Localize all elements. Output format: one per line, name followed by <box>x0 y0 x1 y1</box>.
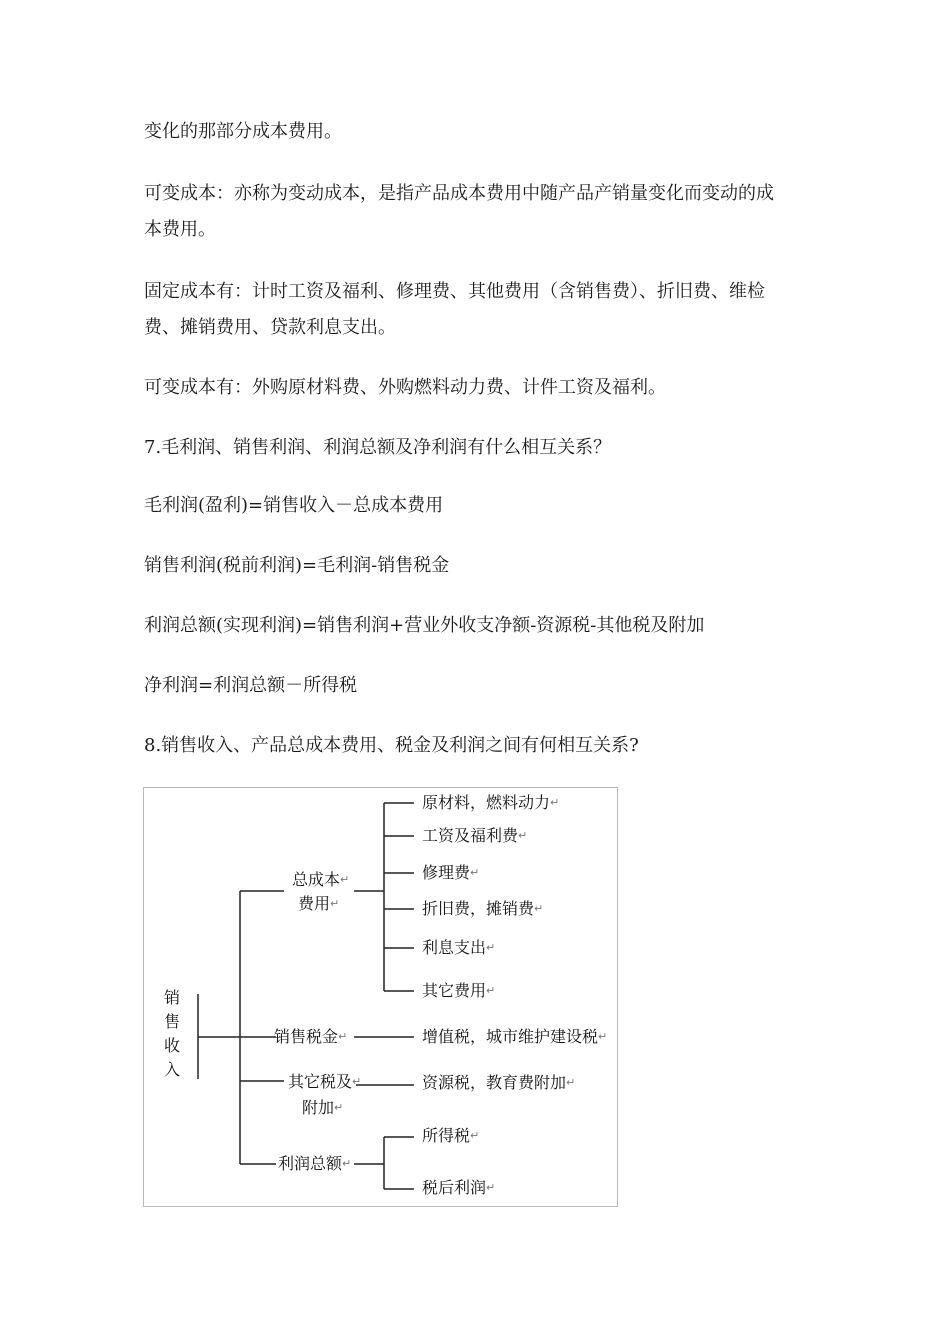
branch-label-total-profit: 利润总额 ↵ <box>278 1154 352 1173</box>
revenue-breakdown-diagram <box>143 787 618 1207</box>
paragraph-mark-icon: ↵ <box>334 1101 344 1114</box>
formula-gross-profit: 毛利润(盈利)=销售收入－总成本费用 <box>144 495 444 516</box>
branch-label-other-tax-line2: 附加 ↵ <box>302 1098 344 1117</box>
leaf-interest-expense: 利息支出 ↵ <box>422 938 496 957</box>
paragraph-variable-cost-def-line1: 可变成本：亦称为变动成本，是指产品成本费用中随产品产销量变化而变动的成 <box>144 183 774 204</box>
paragraph-mark-icon: ↵ <box>598 1030 608 1043</box>
question-7-heading: 7.毛利润、销售利润、利润总额及净利润有什么相互关系？ <box>144 437 612 458</box>
paragraph-mark-icon: ↵ <box>352 1075 362 1088</box>
question-8-heading: 8.销售收入、产品总成本费用、税金及利润之间有何相互关系? <box>144 735 639 756</box>
paragraph-variable-cost-def-line2: 本费用。 <box>144 219 216 240</box>
paragraph-variable-cost-items: 可变成本有：外购原材料费、外购燃料动力费、计件工资及福利。 <box>144 377 666 398</box>
paragraph-mark-icon: ↵ <box>330 897 340 910</box>
paragraph-mark-icon: ↵ <box>566 1076 576 1089</box>
paragraph-mark-icon: ↵ <box>340 873 350 886</box>
diagram-connector-lines <box>144 788 619 1208</box>
root-label-sales-revenue: 销售收入 <box>164 988 181 1079</box>
leaf-repair-cost: 修理费 ↵ <box>422 863 480 882</box>
paragraph-mark-icon: ↵ <box>486 1181 496 1194</box>
paragraph-mark-icon: ↵ <box>338 1030 348 1043</box>
paragraph-mark-icon: ↵ <box>550 796 560 809</box>
paragraph-fixed-cost-items-line2: 费、摊销费用、贷款利息支出。 <box>144 317 396 338</box>
leaf-wages-welfare: 工资及福利费 ↵ <box>422 826 528 845</box>
paragraph-mark-icon: ↵ <box>534 902 544 915</box>
paragraph-mark-icon: ↵ <box>486 941 496 954</box>
formula-total-profit: 利润总额(实现利润)=销售利润+营业外收支净额-资源税-其他税及附加 <box>144 615 705 636</box>
branch-label-total-cost-line2: 费用 ↵ <box>298 894 340 913</box>
leaf-other-expenses: 其它费用 ↵ <box>422 981 496 1000</box>
paragraph-variable-cost-tail: 变化的那部分成本费用。 <box>144 121 342 142</box>
leaf-after-tax-profit: 税后利润 ↵ <box>422 1178 496 1197</box>
formula-net-profit: 净利润=利润总额－所得税 <box>144 675 358 696</box>
paragraph-mark-icon: ↵ <box>342 1157 352 1170</box>
paragraph-mark-icon: ↵ <box>470 1129 480 1142</box>
formula-sales-profit: 销售利润(税前利润)=毛利润-销售税金 <box>144 555 450 576</box>
branch-label-sales-tax: 销售税金 ↵ <box>274 1027 348 1046</box>
leaf-resource-tax-education: 资源税，教育费附加 ↵ <box>422 1073 576 1092</box>
leaf-depreciation-amortization: 折旧费，摊销费 ↵ <box>422 899 544 918</box>
leaf-income-tax: 所得税 ↵ <box>422 1126 480 1145</box>
paragraph-fixed-cost-items-line1: 固定成本有：计时工资及福利、修理费、其他费用（含销售费）、折旧费、维检 <box>144 281 765 302</box>
branch-label-total-cost-line1: 总成本 ↵ <box>292 870 350 889</box>
branch-label-other-tax-line1: 其它税及 ↵ <box>288 1072 362 1091</box>
leaf-vat-city-tax: 增值税，城市维护建设税 ↵ <box>422 1027 608 1046</box>
paragraph-mark-icon: ↵ <box>518 829 528 842</box>
paragraph-mark-icon: ↵ <box>486 984 496 997</box>
paragraph-mark-icon: ↵ <box>470 866 480 879</box>
leaf-raw-material-fuel: 原材料，燃料动力 ↵ <box>422 793 560 812</box>
